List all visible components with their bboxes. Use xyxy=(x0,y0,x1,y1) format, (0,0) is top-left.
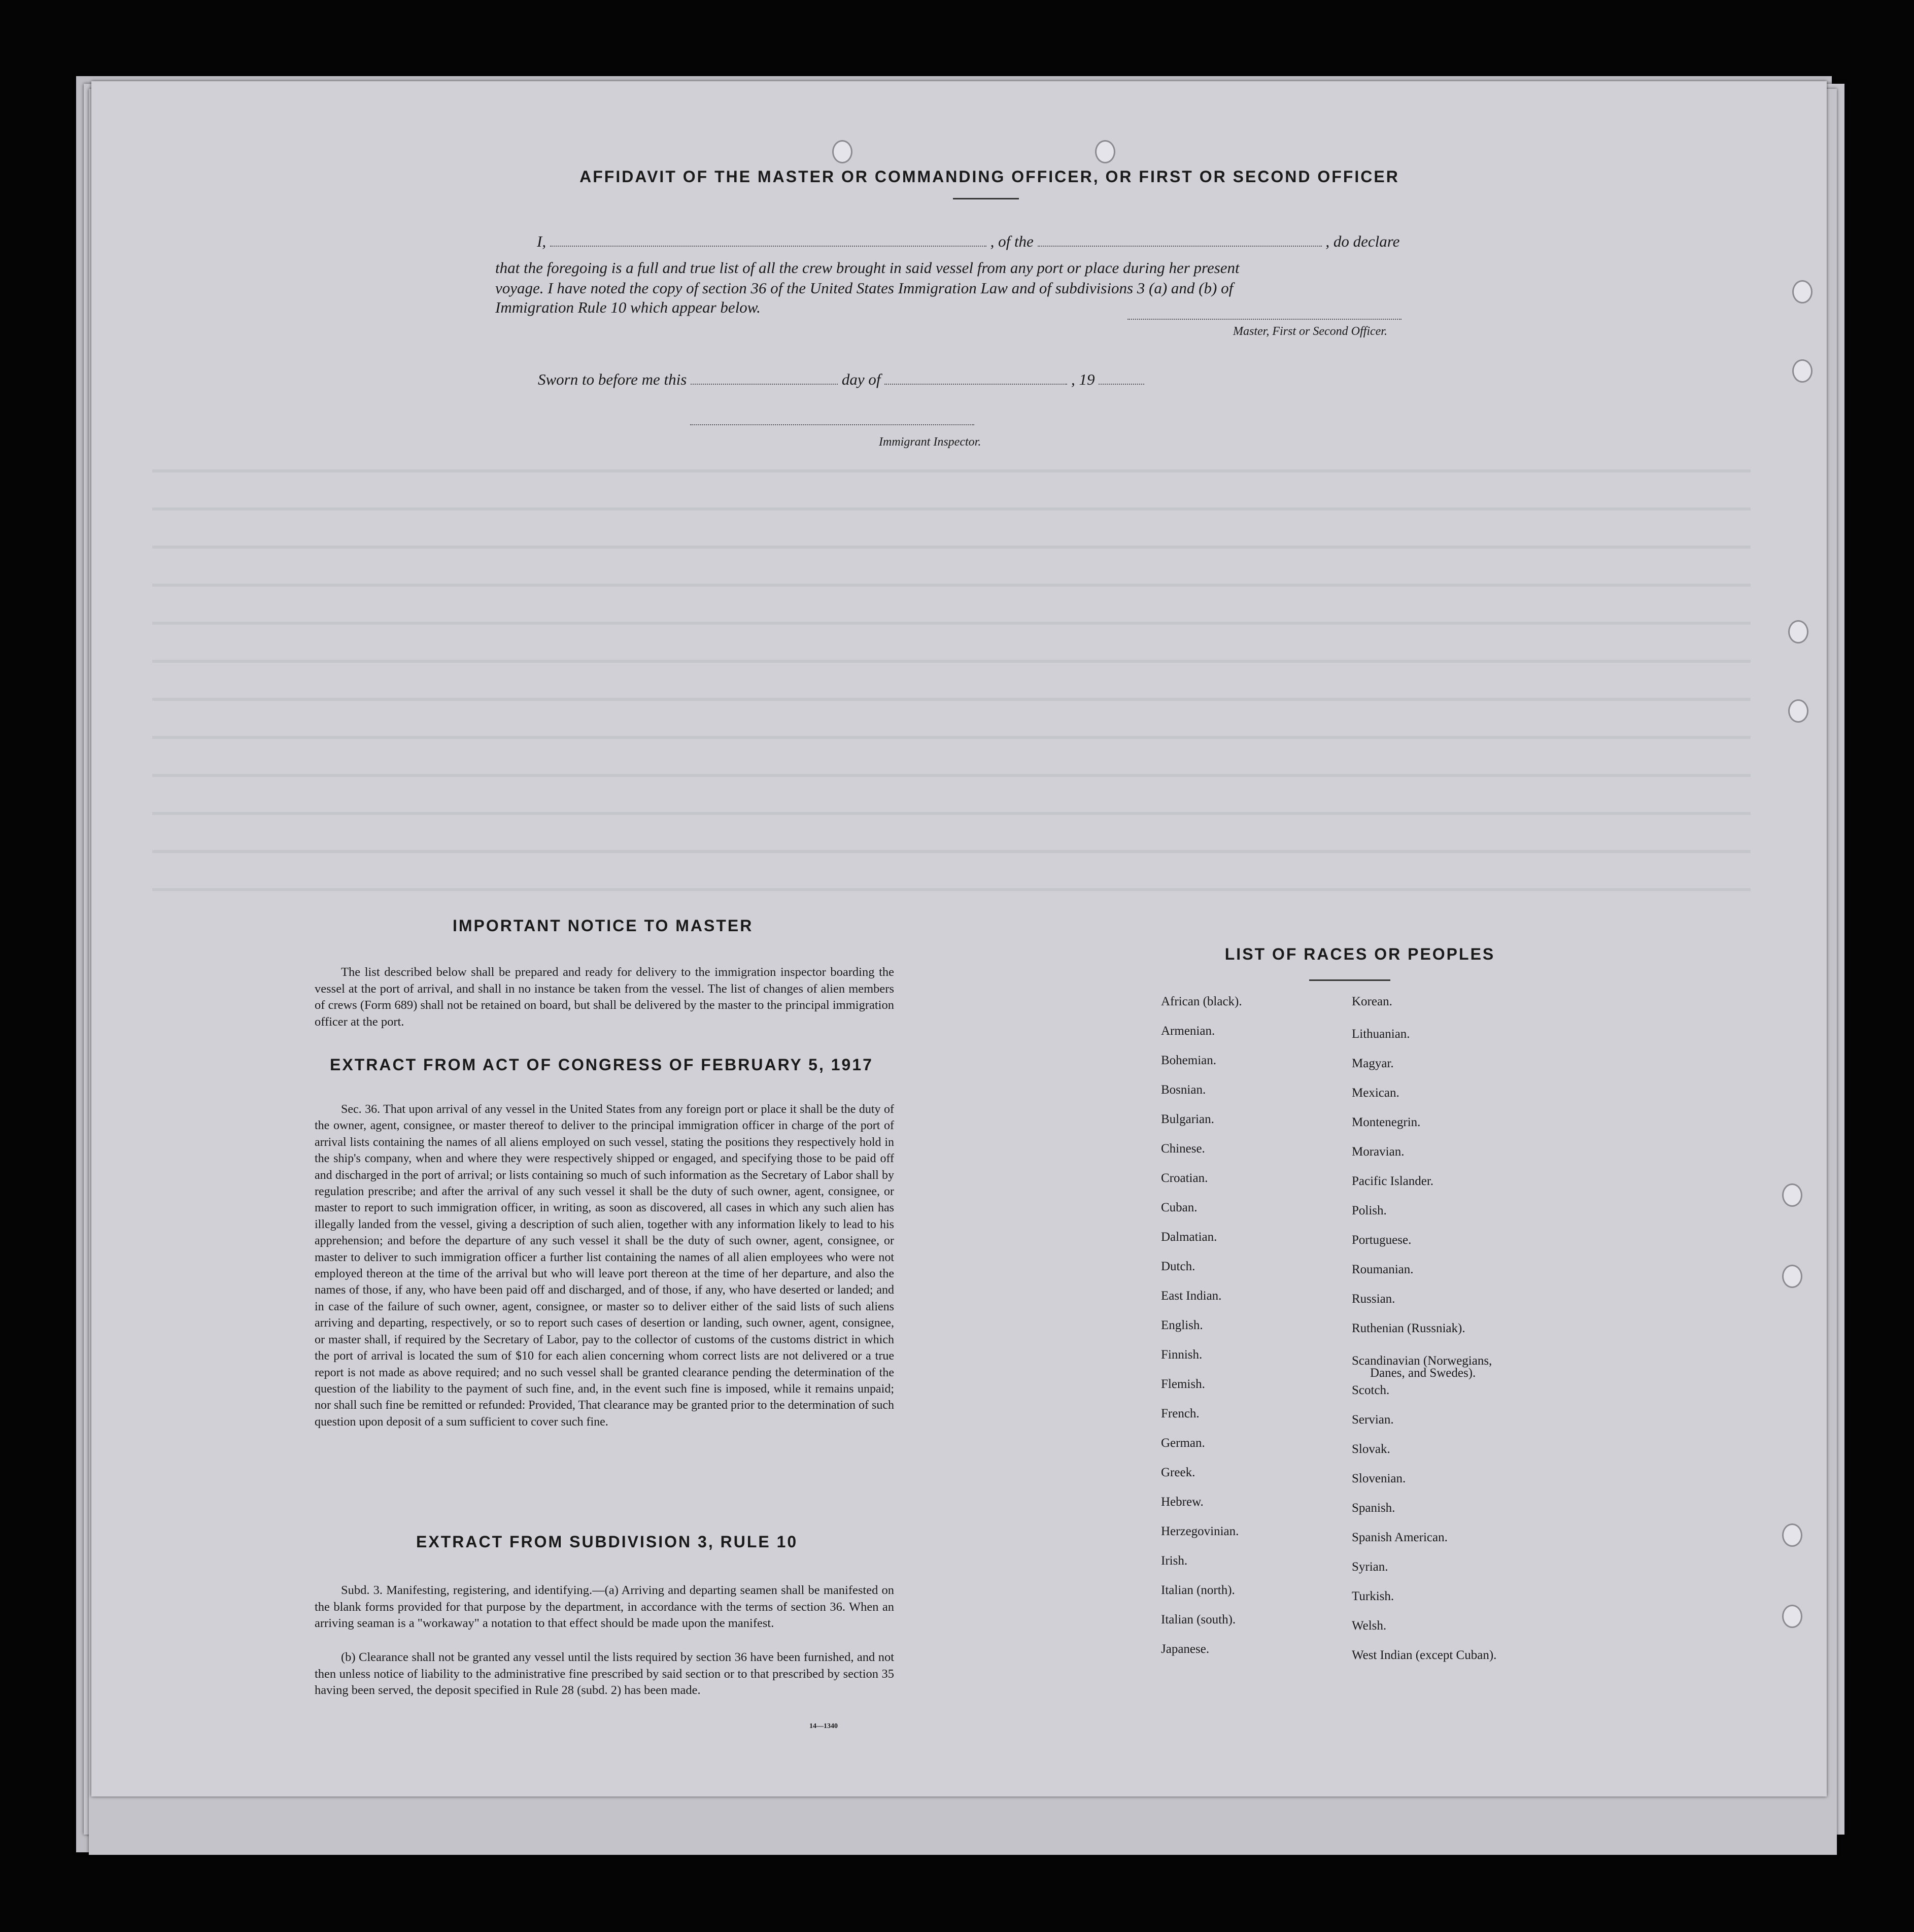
sworn-year-blank xyxy=(1099,384,1144,385)
document-page xyxy=(91,81,1827,1797)
race-item: Scandinavian (Norwegians, xyxy=(1352,1354,1492,1368)
sworn-date-blank xyxy=(691,384,838,385)
race-item: Syrian. xyxy=(1352,1560,1388,1574)
race-item: Magyar. xyxy=(1352,1057,1394,1070)
affidavit-declaration-line xyxy=(537,232,1456,251)
punch-hole xyxy=(1792,280,1813,303)
race-item: Hebrew. xyxy=(1161,1495,1204,1509)
race-item: Croatian. xyxy=(1161,1171,1208,1185)
race-item: Lithuanian. xyxy=(1352,1027,1410,1041)
race-item: Irish. xyxy=(1161,1554,1188,1568)
rule-text-a: Subd. 3. Manifesting, registering, and identifying.—(a) Arriving and departing seamen shall be manifested on the blank forms provided for that purpose by the department, in accordance with the terms of section 36. When an arriving seaman is a "workaway" a notation to that effect should be made upon the manifest. xyxy=(315,1583,894,1630)
bleed-through-row xyxy=(152,850,1751,853)
punch-hole xyxy=(1095,140,1115,163)
bleed-through-row xyxy=(152,584,1751,587)
race-item: Portuguese. xyxy=(1352,1233,1412,1247)
race-item: Spanish. xyxy=(1352,1501,1395,1515)
race-item: Spanish American. xyxy=(1352,1531,1448,1544)
race-item: Korean. xyxy=(1352,995,1392,1008)
sworn-prefix: Sworn to before me this xyxy=(538,370,687,388)
race-item: Italian (north). xyxy=(1161,1583,1235,1597)
act-text: Sec. 36. That upon arrival of any vessel in the United States from any foreign port or place it shall be the duty of the owner, agent, consignee, or master thereof to deliver to the principal immigration officer in charge of the port of arrival lists containing the names of all aliens employed on such vessel, stating the positions they respectively hold in the ship's company, when and where they were respectively shipped or engaged, and specifying those to be paid off and discharged in the port of arrival; or lists containing so much of such information as the Secretary of Labor shall by regulation prescribe; and after the arrival of any such vessel it shall be the duty of such owner, agent, consignee, or master to report to such immigration officer, in writing, as soon as discovered, all cases in which any such alien has illegally landed from the vessel, giving a description of such alien, together with any information likely to lead to his apprehension; and before the departure of any such vessel it shall be the duty of such owner, agent, consignee, or master to deliver to such immigration officer a further list containing the names of all alien employees who were not employed thereon at the time of the arrival but who will leave port thereon at the time of her departure, and also the names of those, if any, who have been paid off and discharged, and of those, if any, who have deserted or landed; and in case of the failure of such owner, agent, consignee, or master so to deliver either of the said lists of such aliens arriving and departing, respectively, or so to report such cases of desertion or landing, such owner, agent, consignee, or master shall, if required by the Secretary of Labor, pay to the collector of customs of the customs district in which the port of arrival is located the sum of $10 for each alien concerning whom correct lists are not delivered or a true report is not made as above required; and no such vessel shall be granted clearance pending the determination of the question of the liability to the payment of such fine, and, in the event such fine is imposed, while it remains unpaid; nor shall such fine be remitted or refunded: Provided, That clearance may be granted prior to the determination of such question upon deposit of a sum sufficient to cover such fine. xyxy=(315,1103,894,1429)
bleed-through-row xyxy=(152,507,1751,511)
races-rule xyxy=(1309,979,1390,981)
race-item: Herzegovinian. xyxy=(1161,1524,1239,1538)
race-item: East Indian. xyxy=(1161,1289,1222,1303)
race-item: Slovak. xyxy=(1352,1442,1390,1456)
bleed-through-row xyxy=(152,736,1751,739)
race-item: African (black). xyxy=(1161,995,1242,1008)
punch-hole xyxy=(1788,699,1808,723)
race-item: Cuban. xyxy=(1161,1201,1198,1214)
name-blank xyxy=(550,246,986,247)
sworn-day: day of xyxy=(841,370,881,388)
inspector-signature-blank xyxy=(690,424,974,425)
races-title: LIST OF RACES OR PEOPLES xyxy=(1224,945,1495,963)
affidavit-line-4: Immigration Rule 10 which appear below. xyxy=(495,298,761,316)
race-item: West Indian (except Cuban). xyxy=(1352,1648,1497,1662)
race-item: Polish. xyxy=(1352,1204,1387,1217)
race-item: Greek. xyxy=(1161,1466,1195,1479)
race-item: Bohemian. xyxy=(1161,1054,1217,1067)
punch-hole xyxy=(1782,1605,1802,1628)
form-number: 14—1340 xyxy=(809,1722,838,1730)
affidavit-declare: , do declare xyxy=(1325,232,1400,250)
notice-text: The list described below shall be prepared and ready for delivery to the immigration inspector boarding the vessel at the port of arrival, and shall in no instance be taken from the vessel. The list of changes of alien members of crews (Form 689) shall not be retained on board, but shall be delivered by the master to the principal immigration officer at the port. xyxy=(315,965,894,1029)
title-rule xyxy=(953,198,1019,199)
bleed-through-row xyxy=(152,774,1751,777)
bleed-through-row xyxy=(152,698,1751,701)
punch-hole xyxy=(1782,1183,1802,1207)
punch-hole xyxy=(1788,620,1808,643)
affidavit-of-the: , of the xyxy=(990,232,1034,250)
race-item: Italian (south). xyxy=(1161,1613,1236,1626)
race-item: Mexican. xyxy=(1352,1086,1399,1100)
race-item: Dalmatian. xyxy=(1161,1230,1217,1244)
race-item: Japanese. xyxy=(1161,1642,1210,1656)
bleed-through-row xyxy=(152,469,1751,472)
race-item: Roumanian. xyxy=(1352,1263,1414,1276)
punch-hole xyxy=(1782,1265,1802,1288)
race-item: Pacific Islander. xyxy=(1352,1174,1434,1188)
race-item: Bulgarian. xyxy=(1161,1112,1214,1126)
race-item: Danes, and Swedes). xyxy=(1370,1366,1476,1380)
rule-text-b: (b) Clearance shall not be granted any vessel until the lists required by section 36 have been furnished, and not then unless notice of liability to the administrative fine prescribed by said section or to that prescribed by section 35 having been served, the deposit specified in Rule 28 (subd. 2) has been made. xyxy=(315,1650,894,1697)
bleed-through-row xyxy=(152,812,1751,815)
act-title: EXTRACT FROM ACT OF CONGRESS OF FEBRUARY 5, 1917 xyxy=(330,1056,873,1074)
race-item: English. xyxy=(1161,1318,1203,1332)
race-item: German. xyxy=(1161,1436,1205,1450)
bleed-through-row xyxy=(152,546,1751,549)
race-item: Chinese. xyxy=(1161,1142,1205,1156)
race-item: Slovenian. xyxy=(1352,1472,1406,1485)
affidavit-line-2: that the foregoing is a full and true list of all the crew brought in said vessel from any port or place during her present xyxy=(495,259,1240,277)
signature-blank xyxy=(1127,319,1402,320)
punch-hole xyxy=(832,140,852,163)
race-item: Ruthenian (Russniak). xyxy=(1352,1321,1465,1335)
inspector-label: Immigrant Inspector. xyxy=(879,435,981,449)
race-item: Armenian. xyxy=(1161,1024,1215,1038)
race-item: Russian. xyxy=(1352,1292,1395,1306)
race-item: Moravian. xyxy=(1352,1145,1405,1159)
bleed-through-row xyxy=(152,622,1751,625)
punch-hole xyxy=(1792,359,1813,383)
race-item: Welsh. xyxy=(1352,1619,1387,1633)
race-item: Montenegrin. xyxy=(1352,1115,1421,1129)
affidavit-line-3: voyage. I have noted the copy of section 36 of the United States Immigration Law and of subdivisions 3 (a) and (b) of xyxy=(495,279,1234,297)
punch-hole xyxy=(1782,1523,1802,1547)
rule-title: EXTRACT FROM SUBDIVISION 3, RULE 10 xyxy=(416,1533,798,1551)
affidavit-title: AFFIDAVIT OF THE MASTER OR COMMANDING OFFICER, OR FIRST OR SECOND OFFICER xyxy=(579,167,1399,186)
race-item: French. xyxy=(1161,1407,1200,1420)
race-item: Servian. xyxy=(1352,1413,1394,1427)
race-item: Scotch. xyxy=(1352,1383,1390,1397)
sworn-line xyxy=(538,370,1167,389)
race-item: Flemish. xyxy=(1161,1377,1205,1391)
sworn-year: , 19 xyxy=(1071,370,1095,388)
race-item: Finnish. xyxy=(1161,1348,1203,1362)
notice-title: IMPORTANT NOTICE TO MASTER xyxy=(453,917,754,935)
signature-label: Master, First or Second Officer. xyxy=(1233,325,1387,338)
affidavit-i: I, xyxy=(537,232,546,250)
bleed-through-row xyxy=(152,660,1751,663)
race-item: Turkish. xyxy=(1352,1589,1394,1603)
vessel-blank xyxy=(1038,246,1322,247)
race-item: Dutch. xyxy=(1161,1260,1195,1273)
bleed-through-row xyxy=(152,888,1751,891)
sworn-month-blank xyxy=(884,384,1067,385)
race-item: Bosnian. xyxy=(1161,1083,1206,1097)
